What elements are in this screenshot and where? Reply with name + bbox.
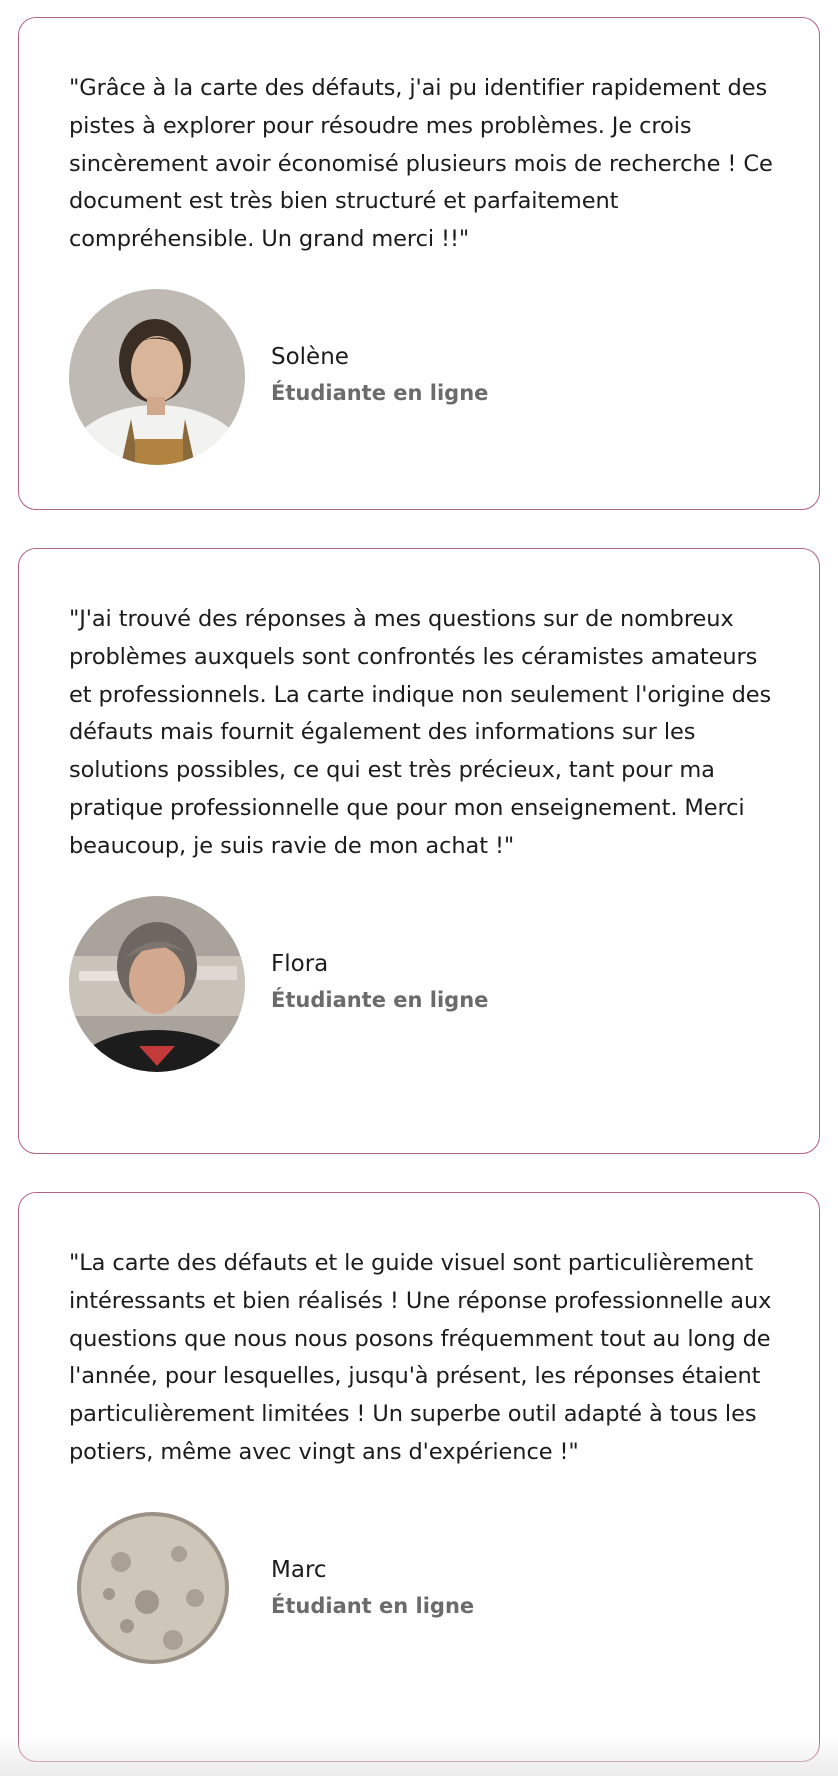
author-name: Marc bbox=[271, 1556, 327, 1583]
avatar-photo bbox=[69, 896, 245, 1072]
testimonial-card bbox=[18, 548, 820, 1154]
testimonial-quote: "Grâce à la carte des défauts, j'ai pu identifier rapidement des pistes à explorer pour résoudre mes problèmes. Je crois sincèrement avoir économisé plusieurs mois de recherche ! Ce document est très bien structuré et parfaitement compréhensible. Un grand merci !!" bbox=[69, 75, 773, 253]
avatar-photo bbox=[69, 289, 245, 465]
avatar-ceramic-sphere bbox=[69, 1502, 245, 1678]
testimonial-author bbox=[69, 1502, 769, 1678]
testimonial-quote: "J'ai trouvé des réponses à mes questions sur de nombreux problèmes auxquels sont confrontés les céramistes amateurs et professionnels. La carte indique non seulement l'origine des défauts mais fournit également des informations sur les solutions possibles, ce qui est très précieux, tant pour ma pratique professionnelle que pour mon enseignement. Merci beaucoup, je suis ravie de mon achat !" bbox=[69, 606, 772, 859]
author-role: Étudiante en ligne bbox=[271, 380, 489, 405]
author-name: Flora bbox=[271, 950, 329, 977]
testimonial-author bbox=[69, 289, 769, 465]
author-name: Solène bbox=[271, 343, 349, 370]
testimonial-author bbox=[69, 896, 769, 1072]
testimonial-quote: "La carte des défauts et le guide visuel sont particulièrement intéressants et bien réalisés ! Une réponse professionnelle aux questions que nous nous posons fréquemment tout au long de l'année, pour lesquelles, jusqu'à présent, les réponses étaient particulièrement limitées ! Un superbe outil adapté à tous les potiers, même avec vingt ans d'expérience !" bbox=[69, 1250, 772, 1465]
author-role: Étudiante en ligne bbox=[271, 987, 489, 1012]
testimonial-card bbox=[18, 17, 820, 510]
author-role: Étudiant en ligne bbox=[271, 1593, 475, 1618]
testimonial-card bbox=[18, 1192, 820, 1762]
